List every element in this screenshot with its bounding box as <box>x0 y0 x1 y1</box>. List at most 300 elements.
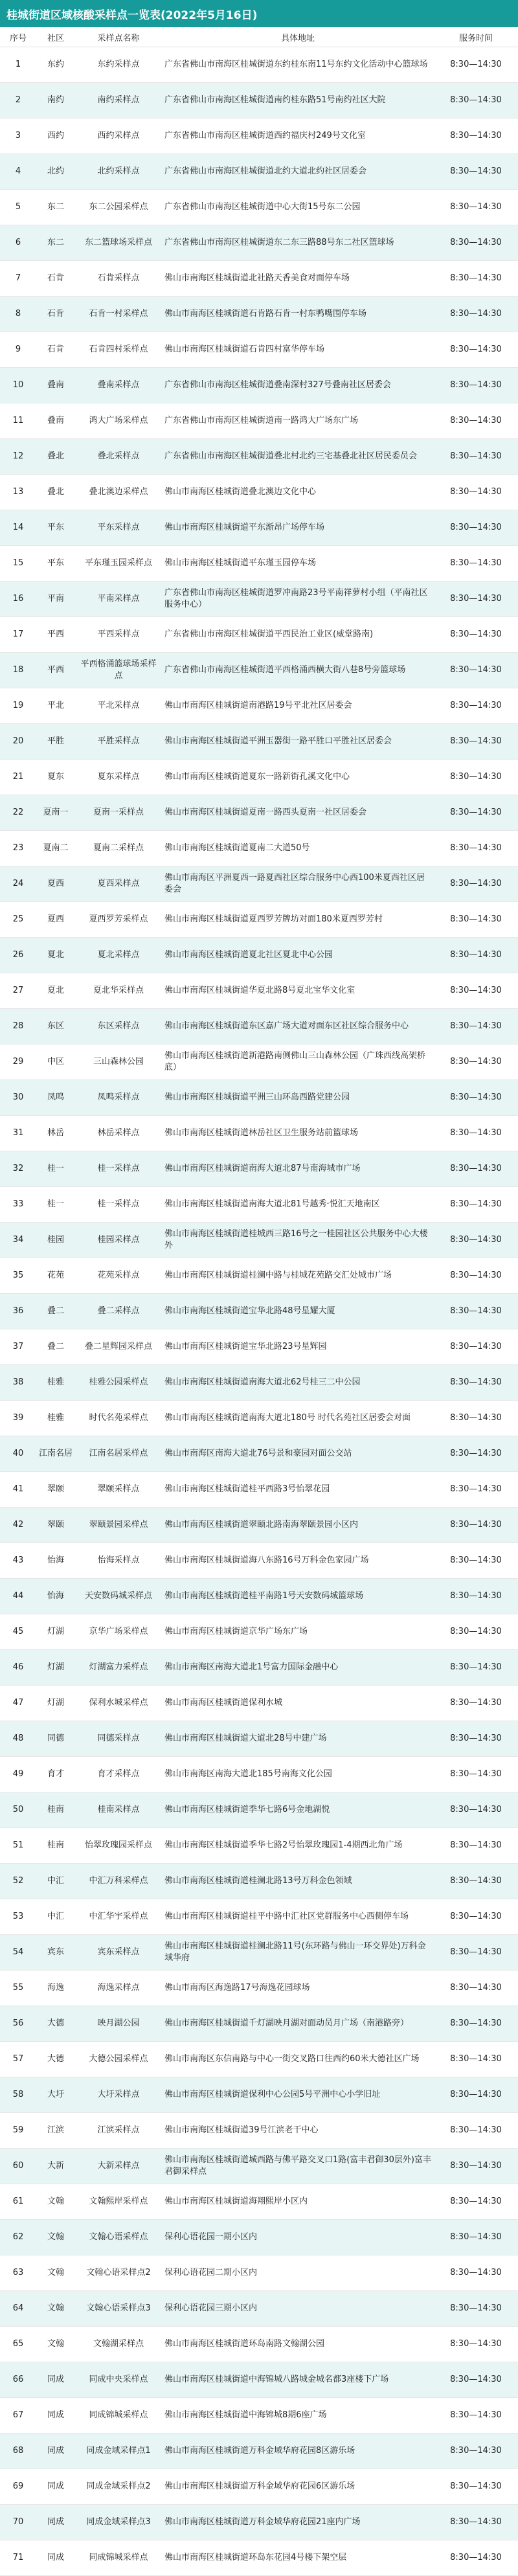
cell-index: 16 <box>0 582 36 617</box>
cell-service-time: 8:30—14:30 <box>434 1792 518 1828</box>
cell-address: 佛山市南海区桂城街道宝华北路23号星辉园 <box>162 1329 434 1365</box>
table-row <box>0 1436 518 1472</box>
cell-address: 佛山市南海区桂城街道石肯路石肯一村东鸭嘴围停车场 <box>162 297 434 332</box>
cell-service-time: 8:30—14:30 <box>434 1329 518 1365</box>
cell-community: 叠北 <box>36 439 75 475</box>
cell-index: 1 <box>0 47 36 83</box>
cell-community: 育才 <box>36 1757 75 1792</box>
cell-address: 佛山市南海区东信南路与中心一街交叉路口往西约60米大德社区广场 <box>162 2042 434 2077</box>
table-row <box>0 1579 518 1614</box>
cell-index: 58 <box>0 2077 36 2113</box>
cell-site-name: 夏北采样点 <box>75 938 162 973</box>
table-row <box>0 510 518 546</box>
cell-site-name: 北约采样点 <box>75 154 162 190</box>
cell-site-name: 映月湖公园 <box>75 2006 162 2042</box>
cell-index: 32 <box>0 1151 36 1187</box>
cell-site-name: 文翰心语采样点2 <box>75 2255 162 2291</box>
cell-service-time: 8:30—14:30 <box>434 546 518 582</box>
cell-service-time: 8:30—14:30 <box>434 2042 518 2077</box>
cell-address: 佛山市南海区桂城街道保利水城 <box>162 1686 434 1721</box>
cell-community: 石肯 <box>36 261 75 297</box>
cell-index: 49 <box>0 1757 36 1792</box>
cell-site-name: 灯湖富力采样点 <box>75 1650 162 1686</box>
cell-service-time: 8:30—14:30 <box>434 403 518 439</box>
table-row <box>0 1401 518 1436</box>
cell-service-time: 8:30—14:30 <box>434 2540 518 2576</box>
cell-index: 53 <box>0 1899 36 1935</box>
cell-index: 69 <box>0 2469 36 2505</box>
cell-community: 平东 <box>36 546 75 582</box>
header-index: 序号 <box>0 27 36 47</box>
cell-site-name: 夏南二采样点 <box>75 831 162 866</box>
cell-site-name: 石肯一村采样点 <box>75 297 162 332</box>
cell-site-name: 叠北采样点 <box>75 439 162 475</box>
cell-community: 文翰 <box>36 2255 75 2291</box>
cell-site-name: 桂园采样点 <box>75 1223 162 1258</box>
cell-index: 29 <box>0 1045 36 1080</box>
table-row <box>0 1792 518 1828</box>
cell-community: 翠颐 <box>36 1472 75 1508</box>
cell-service-time: 8:30—14:30 <box>434 154 518 190</box>
cell-address: 佛山市南海区桂城街道夏西罗芳牌坊对面180米夏西罗芳村 <box>162 902 434 938</box>
cell-site-name: 石肯四村采样点 <box>75 332 162 368</box>
cell-community: 怡海 <box>36 1579 75 1614</box>
cell-service-time: 8:30—14:30 <box>434 2469 518 2505</box>
cell-community: 同成 <box>36 2398 75 2434</box>
cell-address: 保利心语花园一期小区内 <box>162 2220 434 2255</box>
table-row <box>0 1686 518 1721</box>
cell-community: 平南 <box>36 582 75 617</box>
cell-index: 6 <box>0 225 36 261</box>
table-row <box>0 2434 518 2469</box>
cell-service-time: 8:30—14:30 <box>434 1045 518 1080</box>
table-row <box>0 938 518 973</box>
cell-community: 大圩 <box>36 2077 75 2113</box>
cell-address: 佛山市南海区南海大道北185号南海文化公园 <box>162 1757 434 1792</box>
cell-index: 37 <box>0 1329 36 1365</box>
cell-service-time: 8:30—14:30 <box>434 831 518 866</box>
cell-address: 佛山市南海区南海大道北1号富力国际金融中心 <box>162 1650 434 1686</box>
cell-community: 叠南 <box>36 403 75 439</box>
cell-index: 24 <box>0 866 36 902</box>
cell-index: 64 <box>0 2291 36 2327</box>
cell-site-name: 平西采样点 <box>75 617 162 653</box>
table-row <box>0 2006 518 2042</box>
cell-site-name: 文翰心语采样点3 <box>75 2291 162 2327</box>
table-row <box>0 2255 518 2291</box>
table-row <box>0 1365 518 1401</box>
cell-index: 44 <box>0 1579 36 1614</box>
cell-address: 佛山市南海区桂城街道宝华北路48号星耀大厦 <box>162 1294 434 1329</box>
cell-index: 20 <box>0 724 36 760</box>
cell-address: 佛山市南海区桂城街道环岛南路文翰湖公园 <box>162 2327 434 2362</box>
table-row <box>0 724 518 760</box>
cell-service-time: 8:30—14:30 <box>434 2149 518 2184</box>
cell-service-time: 8:30—14:30 <box>434 1650 518 1686</box>
cell-service-time: 8:30—14:30 <box>434 795 518 831</box>
cell-community: 桂一 <box>36 1187 75 1223</box>
cell-address: 广东省佛山市南海区桂城街道中心大街15号东二公园 <box>162 190 434 225</box>
cell-address: 佛山市南海区桂城街道大道北28号中建广场 <box>162 1721 434 1757</box>
cell-site-name: 江滨采样点 <box>75 2113 162 2149</box>
table-row <box>0 2291 518 2327</box>
cell-community: 东约 <box>36 47 75 83</box>
cell-index: 56 <box>0 2006 36 2042</box>
cell-service-time: 8:30—14:30 <box>434 1436 518 1472</box>
cell-service-time: 8:30—14:30 <box>434 1757 518 1792</box>
cell-community: 东区 <box>36 1009 75 1045</box>
cell-service-time: 8:30—14:30 <box>434 1258 518 1294</box>
cell-community: 平西 <box>36 653 75 688</box>
cell-index: 3 <box>0 119 36 154</box>
cell-site-name: 翠颐景园采样点 <box>75 1508 162 1543</box>
cell-address: 保利心语花园三期小区内 <box>162 2291 434 2327</box>
cell-index: 4 <box>0 154 36 190</box>
cell-address: 佛山市南海区桂城街道万科金域华府花园8区游乐场 <box>162 2434 434 2469</box>
table-row <box>0 1899 518 1935</box>
cell-community: 大新 <box>36 2149 75 2184</box>
header-address: 具体地址 <box>162 27 434 47</box>
cell-site-name: 怡海采样点 <box>75 1543 162 1579</box>
cell-service-time: 8:30—14:30 <box>434 724 518 760</box>
cell-service-time: 8:30—14:30 <box>434 1686 518 1721</box>
cell-address: 佛山市南海区桂城街道保利中心公园5号平洲中心小学旧址 <box>162 2077 434 2113</box>
table-row <box>0 2149 518 2184</box>
cell-service-time: 8:30—14:30 <box>434 653 518 688</box>
cell-site-name: 鸿大广场采样点 <box>75 403 162 439</box>
table-row <box>0 1472 518 1508</box>
cell-community: 夏西 <box>36 902 75 938</box>
cell-index: 2 <box>0 83 36 119</box>
cell-service-time: 8:30—14:30 <box>434 1187 518 1223</box>
table-row <box>0 2398 518 2434</box>
cell-index: 18 <box>0 653 36 688</box>
cell-site-name: 翠颐采样点 <box>75 1472 162 1508</box>
table-row <box>0 1864 518 1899</box>
table-row <box>0 1650 518 1686</box>
cell-community: 灯湖 <box>36 1650 75 1686</box>
cell-service-time: 8:30—14:30 <box>434 332 518 368</box>
cell-address: 广东省佛山市南海区桂城街道南约桂东路51号南约社区大院 <box>162 83 434 119</box>
cell-index: 51 <box>0 1828 36 1864</box>
table-row <box>0 1614 518 1650</box>
table-row <box>0 973 518 1009</box>
cell-community: 花苑 <box>36 1258 75 1294</box>
cell-site-name: 育才采样点 <box>75 1757 162 1792</box>
cell-site-name: 夏西采样点 <box>75 866 162 902</box>
cell-index: 62 <box>0 2220 36 2255</box>
cell-community: 石肯 <box>36 332 75 368</box>
cell-site-name: 大圩采样点 <box>75 2077 162 2113</box>
table-row <box>0 2184 518 2220</box>
cell-index: 43 <box>0 1543 36 1579</box>
cell-service-time: 8:30—14:30 <box>434 225 518 261</box>
cell-service-time: 8:30—14:30 <box>434 1971 518 2006</box>
cell-index: 30 <box>0 1080 36 1116</box>
table-row <box>0 1543 518 1579</box>
cell-address: 佛山市南海区桂城街道万科金域华府花园21座内广场 <box>162 2505 434 2540</box>
cell-index: 14 <box>0 510 36 546</box>
cell-site-name: 宾东采样点 <box>75 1935 162 1971</box>
cell-index: 60 <box>0 2149 36 2184</box>
cell-site-name: 同成中央采样点 <box>75 2362 162 2398</box>
table-row <box>0 297 518 332</box>
cell-community: 桂雅 <box>36 1365 75 1401</box>
cell-community: 桂南 <box>36 1792 75 1828</box>
cell-service-time: 8:30—14:30 <box>434 1543 518 1579</box>
cell-service-time: 8:30—14:30 <box>434 2327 518 2362</box>
cell-index: 11 <box>0 403 36 439</box>
table-row <box>0 831 518 866</box>
cell-address: 佛山市南海区桂城街道北社路天香美食对面停车场 <box>162 261 434 297</box>
cell-site-name: 东二公园采样点 <box>75 190 162 225</box>
cell-site-name: 东约采样点 <box>75 47 162 83</box>
cell-community: 大德 <box>36 2006 75 2042</box>
cell-address: 广东省佛山市南海区桂城街道叠北村北约三宅基叠北社区居民委员会 <box>162 439 434 475</box>
cell-address: 佛山市南海区桂城街道中海锦城八路城金城名都3座楼下广场 <box>162 2362 434 2398</box>
table-row <box>0 225 518 261</box>
cell-community: 北约 <box>36 154 75 190</box>
cell-community: 同德 <box>36 1721 75 1757</box>
table-row <box>0 1757 518 1792</box>
table-row <box>0 1935 518 1971</box>
cell-service-time: 8:30—14:30 <box>434 1080 518 1116</box>
cell-community: 大德 <box>36 2042 75 2077</box>
cell-index: 7 <box>0 261 36 297</box>
cell-address: 佛山市南海区桂城街道平东渐昂广场停车场 <box>162 510 434 546</box>
cell-community: 文翰 <box>36 2291 75 2327</box>
cell-address: 广东省佛山市南海区桂城街道东约桂东南11号东约文化活动中心篮球场 <box>162 47 434 83</box>
cell-index: 57 <box>0 2042 36 2077</box>
cell-address: 佛山市南海区桂城街道南海大道北180号 时代名苑社区居委会对面 <box>162 1401 434 1436</box>
table-row <box>0 2469 518 2505</box>
cell-community: 桂一 <box>36 1151 75 1187</box>
cell-community: 文翰 <box>36 2184 75 2220</box>
cell-service-time: 8:30—14:30 <box>434 2184 518 2220</box>
cell-community: 怡海 <box>36 1543 75 1579</box>
cell-address: 佛山市南海区桂城街道中海锦城8期6座广场 <box>162 2398 434 2434</box>
cell-service-time: 8:30—14:30 <box>434 1508 518 1543</box>
cell-address: 佛山市南海区桂城街道桂澜中路与桂城花苑路交汇处城市广场 <box>162 1258 434 1294</box>
cell-community: 灯湖 <box>36 1686 75 1721</box>
page-title: 桂城街道区域核酸采样点一览表(2022年5月16日) <box>0 0 518 27</box>
cell-service-time: 8:30—14:30 <box>434 83 518 119</box>
cell-site-name: 东二篮球场采样点 <box>75 225 162 261</box>
cell-index: 42 <box>0 1508 36 1543</box>
cell-community: 叠二 <box>36 1329 75 1365</box>
cell-index: 54 <box>0 1935 36 1971</box>
cell-address: 佛山市南海区桂城街道东区嘉广场大道对面东区社区综合服务中心 <box>162 1009 434 1045</box>
cell-community: 海逸 <box>36 1971 75 2006</box>
cell-address: 佛山市南海区桂城街道南海大道北62号桂三二中公园 <box>162 1365 434 1401</box>
cell-index: 22 <box>0 795 36 831</box>
cell-site-name: 夏北华采样点 <box>75 973 162 1009</box>
cell-address: 佛山市南海区桂城街道夏东一路新街孔溪文化中心 <box>162 760 434 795</box>
cell-service-time: 8:30—14:30 <box>434 1294 518 1329</box>
cell-community: 平东 <box>36 510 75 546</box>
cell-index: 12 <box>0 439 36 475</box>
table-row <box>0 1116 518 1151</box>
table-row <box>0 2077 518 2113</box>
cell-site-name: 叠二采样点 <box>75 1294 162 1329</box>
cell-site-name: 同成锦城采样点 <box>75 2398 162 2434</box>
cell-address: 佛山市南海区桂城街道桂澜北路13号万科金色领域 <box>162 1864 434 1899</box>
cell-site-name: 桂雅公园采样点 <box>75 1365 162 1401</box>
cell-index: 26 <box>0 938 36 973</box>
cell-address: 佛山市南海区桂城街道石肯四村富华停车场 <box>162 332 434 368</box>
cell-address: 佛山市南海区桂城街道桂城西三路16号之一桂园社区公共服务中心大楼外 <box>162 1223 434 1258</box>
table-row <box>0 1971 518 2006</box>
cell-site-name: 时代名苑采样点 <box>75 1401 162 1436</box>
sampling-points-table <box>0 27 518 2576</box>
cell-service-time: 8:30—14:30 <box>434 1009 518 1045</box>
cell-service-time: 8:30—14:30 <box>434 582 518 617</box>
cell-address: 佛山市南海区桂城街道海八东路16号万科金色家园广场 <box>162 1543 434 1579</box>
cell-address: 佛山市南海区桂城街道华夏北路8号夏北宝华文化室 <box>162 973 434 1009</box>
cell-service-time: 8:30—14:30 <box>434 866 518 902</box>
cell-community: 文翰 <box>36 2327 75 2362</box>
cell-address: 佛山市南海区桂城街道林岳社区卫生服务站前篮球场 <box>162 1116 434 1151</box>
cell-community: 夏东 <box>36 760 75 795</box>
cell-community: 中汇 <box>36 1864 75 1899</box>
cell-address: 保利心语花园二期小区内 <box>162 2255 434 2291</box>
cell-index: 67 <box>0 2398 36 2434</box>
cell-community: 东二 <box>36 190 75 225</box>
cell-service-time: 8:30—14:30 <box>434 760 518 795</box>
cell-service-time: 8:30—14:30 <box>434 510 518 546</box>
cell-index: 35 <box>0 1258 36 1294</box>
cell-service-time: 8:30—14:30 <box>434 368 518 403</box>
cell-service-time: 8:30—14:30 <box>434 1116 518 1151</box>
cell-service-time: 8:30—14:30 <box>434 1151 518 1187</box>
cell-index: 55 <box>0 1971 36 2006</box>
cell-site-name: 平东采样点 <box>75 510 162 546</box>
cell-address: 佛山市南海区桂城街道海翔熙岸小区内 <box>162 2184 434 2220</box>
cell-site-name: 京华广场采样点 <box>75 1614 162 1650</box>
cell-index: 50 <box>0 1792 36 1828</box>
cell-address: 佛山市南海区桂城街道环岛东花园4号楼下架空层 <box>162 2540 434 2576</box>
cell-index: 25 <box>0 902 36 938</box>
cell-service-time: 8:30—14:30 <box>434 2291 518 2327</box>
cell-address: 佛山市南海区桂城街道夏北社区夏北中心公园 <box>162 938 434 973</box>
cell-community: 西约 <box>36 119 75 154</box>
cell-community: 桂南 <box>36 1828 75 1864</box>
cell-site-name: 桂南采样点 <box>75 1792 162 1828</box>
cell-address: 广东省佛山市南海区桂城街道叠南深村327号叠南社区居委会 <box>162 368 434 403</box>
cell-service-time: 8:30—14:30 <box>434 119 518 154</box>
table-row <box>0 1508 518 1543</box>
cell-service-time: 8:30—14:30 <box>434 1223 518 1258</box>
cell-index: 38 <box>0 1365 36 1401</box>
cell-service-time: 8:30—14:30 <box>434 688 518 724</box>
table-row <box>0 154 518 190</box>
cell-site-name: 中汇华宇采样点 <box>75 1899 162 1935</box>
cell-index: 15 <box>0 546 36 582</box>
cell-address: 广东省佛山市南海区桂城街道南一路鸿大广场东广场 <box>162 403 434 439</box>
cell-address: 佛山市南海区桂城街道叠北澳边文化中心 <box>162 475 434 510</box>
cell-index: 31 <box>0 1116 36 1151</box>
header-site-name: 采样点名称 <box>75 27 162 47</box>
cell-service-time: 8:30—14:30 <box>434 1614 518 1650</box>
table-row <box>0 2327 518 2362</box>
cell-site-name: 桂一采样点 <box>75 1187 162 1223</box>
cell-community: 平西 <box>36 617 75 653</box>
cell-community: 夏北 <box>36 938 75 973</box>
cell-address: 广东省佛山市南海区桂城街道平西民治工业区(威堂路南) <box>162 617 434 653</box>
cell-address: 佛山市南海区平洲夏西一路夏西社区综合服务中心西100米夏西社区居委会 <box>162 866 434 902</box>
table-row <box>0 2540 518 2576</box>
cell-index: 28 <box>0 1009 36 1045</box>
cell-index: 66 <box>0 2362 36 2398</box>
header-community: 社区 <box>36 27 75 47</box>
cell-community: 凤鸣 <box>36 1080 75 1116</box>
cell-address: 佛山市南海区桂城街道千灯湖映月湖对面动员月广场（南港路旁） <box>162 2006 434 2042</box>
cell-address: 佛山市南海区桂城街道夏南一路西头夏南一社区居委会 <box>162 795 434 831</box>
table-row <box>0 1187 518 1223</box>
cell-service-time: 8:30—14:30 <box>434 2398 518 2434</box>
table-row <box>0 2220 518 2255</box>
cell-index: 36 <box>0 1294 36 1329</box>
cell-site-name: 怡翠玫瑰园采样点 <box>75 1828 162 1864</box>
table-row <box>0 1223 518 1258</box>
cell-index: 27 <box>0 973 36 1009</box>
cell-site-name: 石肯采样点 <box>75 261 162 297</box>
cell-site-name: 叠南采样点 <box>75 368 162 403</box>
cell-community: 夏西 <box>36 866 75 902</box>
cell-index: 41 <box>0 1472 36 1508</box>
table-row <box>0 546 518 582</box>
cell-index: 59 <box>0 2113 36 2149</box>
cell-index: 8 <box>0 297 36 332</box>
cell-index: 65 <box>0 2327 36 2362</box>
cell-address: 广东省佛山市南海区桂城街道东二东三路88号东二社区篮球场 <box>162 225 434 261</box>
cell-service-time: 8:30—14:30 <box>434 973 518 1009</box>
cell-site-name: 平胜采样点 <box>75 724 162 760</box>
table-row <box>0 617 518 653</box>
cell-community: 翠颐 <box>36 1508 75 1543</box>
cell-site-name: 林岳采样点 <box>75 1116 162 1151</box>
cell-site-name: 夏南一采样点 <box>75 795 162 831</box>
cell-index: 13 <box>0 475 36 510</box>
table-row <box>0 1828 518 1864</box>
cell-service-time: 8:30—14:30 <box>434 297 518 332</box>
cell-community: 南约 <box>36 83 75 119</box>
cell-address: 广东省佛山市南海区桂城街道西约福庆村249号文化室 <box>162 119 434 154</box>
cell-address: 佛山市南海区桂城街道南海大道北81号越秀·悦汇天地南区 <box>162 1187 434 1223</box>
cell-index: 45 <box>0 1614 36 1650</box>
cell-site-name: 夏西罗芳采样点 <box>75 902 162 938</box>
cell-address: 佛山市南海区桂城街道城西路与佛平路交叉口1路(富丰君御30层外)富丰君御采样点 <box>162 2149 434 2184</box>
cell-service-time: 8:30—14:30 <box>434 2006 518 2042</box>
cell-community: 叠二 <box>36 1294 75 1329</box>
cell-index: 39 <box>0 1401 36 1436</box>
cell-community: 江滨 <box>36 2113 75 2149</box>
table-row <box>0 1329 518 1365</box>
cell-index: 70 <box>0 2505 36 2540</box>
cell-address: 佛山市南海区桂城街道万科金域华府花园6区游乐场 <box>162 2469 434 2505</box>
cell-site-name: 文翰湖采样点 <box>75 2327 162 2362</box>
cell-site-name: 同成锦城采样点 <box>75 2540 162 2576</box>
cell-site-name: 文翰心语采样点 <box>75 2220 162 2255</box>
cell-community: 江南名居 <box>36 1436 75 1472</box>
cell-index: 52 <box>0 1864 36 1899</box>
cell-community: 叠北 <box>36 475 75 510</box>
table-row <box>0 1294 518 1329</box>
table-row <box>0 190 518 225</box>
cell-site-name: 中汇万科采样点 <box>75 1864 162 1899</box>
cell-index: 33 <box>0 1187 36 1223</box>
table-row <box>0 795 518 831</box>
